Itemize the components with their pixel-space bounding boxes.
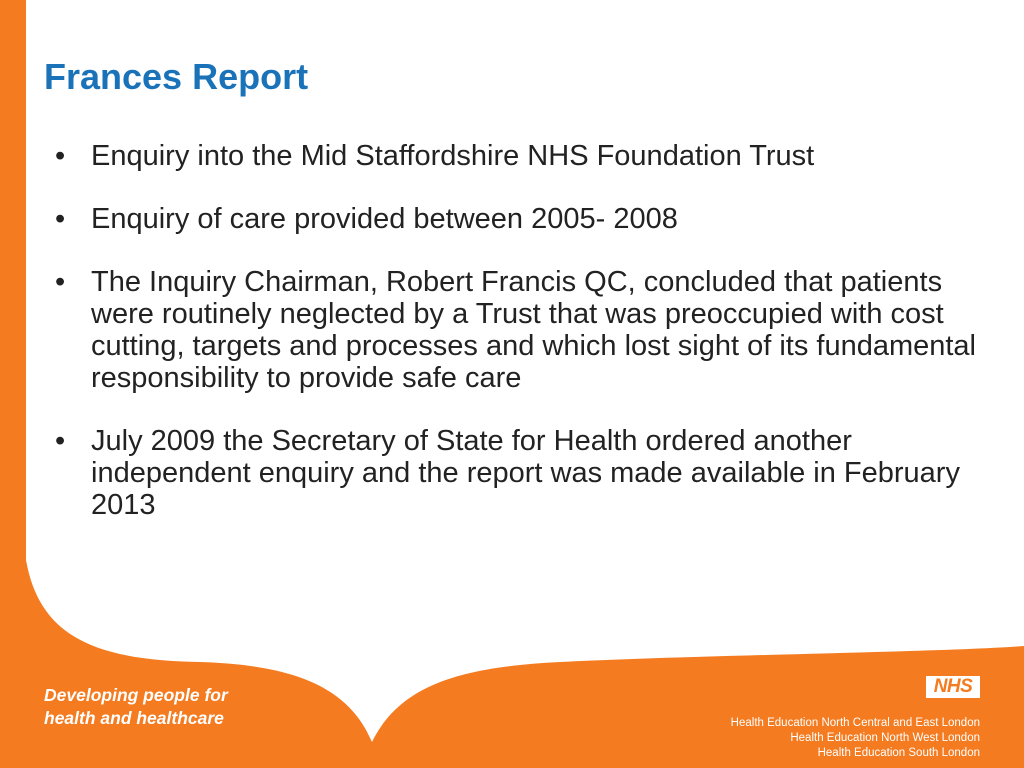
bullet-icon: • [55,140,66,172]
bullet-text: Enquiry of care provided between 2005- 2008 [91,203,678,235]
organisation-list [731,716,980,761]
tagline-line: health and healthcare [44,708,224,728]
organisation-name: Health Education North West London [790,732,980,744]
organisation-name: Health Education North Central and East London [730,717,980,729]
footer-tagline [44,684,228,730]
bullet-icon: • [55,203,66,235]
bullet-item [52,425,987,521]
bullet-icon: • [55,266,66,298]
nhs-logo-text: NHS [933,676,973,697]
bullet-item [52,203,987,235]
bullet-list [52,140,987,552]
bullet-text: July 2009 the Secretary of State for Health ordered another independent enquiry and the report was made available in February 2013 [91,425,960,521]
bullet-text: The Inquiry Chairman, Robert Francis QC, concluded that patients were routinely neglected by a Trust that was preoccupied with cost cutting, targets and processes and which lost sight of its fundamental responsibility to provide safe care [91,266,976,394]
bullet-icon: • [55,425,66,457]
organisation-name: Health Education South London [817,747,980,759]
bullet-item [52,140,987,172]
bullet-text: Enquiry into the Mid Staffordshire NHS Foundation Trust [91,140,815,172]
slide-title: Frances Report [44,56,309,97]
nhs-logo [926,676,980,698]
tagline-line: Developing people for [44,685,228,705]
bullet-item [52,266,987,394]
